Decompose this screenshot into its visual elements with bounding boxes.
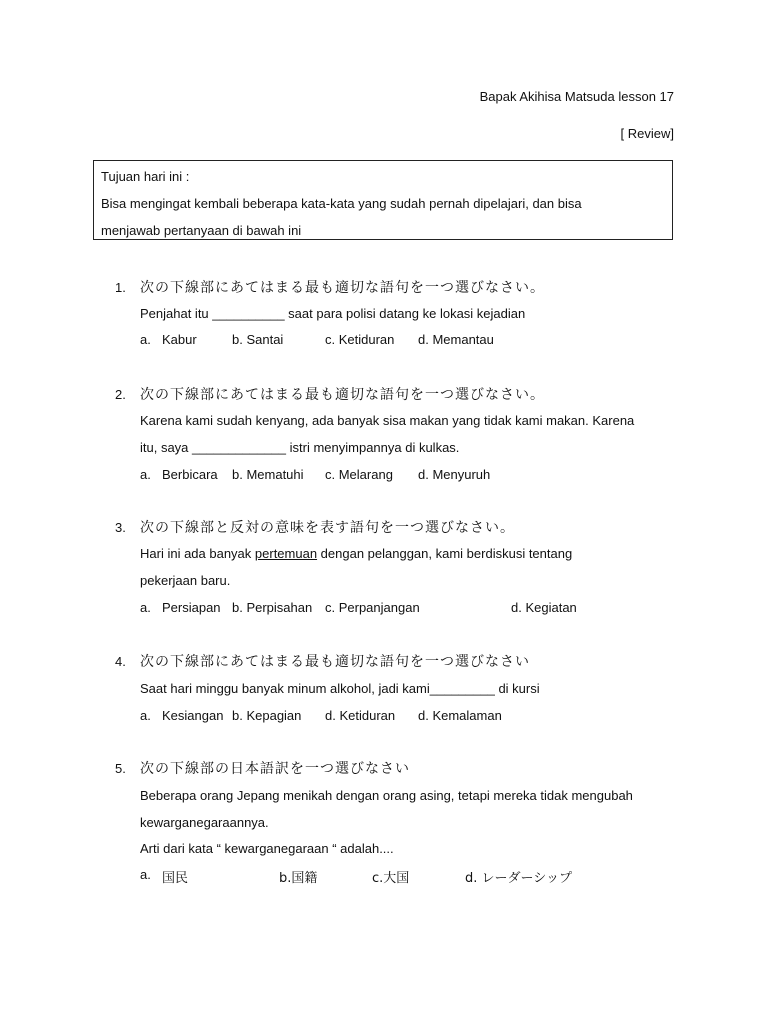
option-b: b. Mematuhi: [232, 467, 304, 482]
question-number: 2.: [115, 387, 126, 402]
question-number: 5.: [115, 761, 126, 776]
option-marker: a.: [140, 600, 151, 615]
option-a: 国民: [162, 871, 189, 886]
option-c: d. Ketiduran: [325, 708, 396, 723]
question-number: 1.: [115, 280, 126, 295]
option-a: Persiapan: [162, 600, 221, 615]
question-instruction: 次の下線部にあてはまる最も適切な語句を一つ選びなさい。: [140, 280, 545, 296]
option-marker: a.: [140, 332, 151, 347]
goal-line-2: menjawab pertanyaan di bawah ini: [101, 223, 302, 238]
goal-box: [93, 160, 673, 240]
option-c: c. Perpanjangan: [325, 600, 420, 615]
goal-line-1: Bisa mengingat kembali beberapa kata-kata yang sudah pernah dipelajari, dan bisa: [101, 196, 582, 211]
question-text-line: Penjahat itu __________ saat para polisi datang ke lokasi kejadian: [140, 306, 526, 321]
option-a: Berbicara: [162, 467, 218, 482]
option-marker: a.: [140, 467, 151, 482]
question-text-line: pekerjaan baru.: [140, 573, 231, 588]
option-c: c. Melarang: [325, 467, 393, 482]
review-label: [ Review]: [620, 126, 674, 141]
option-c: c. Ketiduran: [325, 332, 395, 347]
question-text-line: Hari ini ada banyak pertemuan dengan pelanggan, kami berdiskusi tentang: [140, 546, 573, 561]
underlined-word: pertemuan: [254, 546, 318, 561]
question-text-line: Saat hari minggu banyak minum alkohol, jadi kami_________ di kursi: [140, 681, 540, 696]
question-instruction: 次の下線部の日本語訳を一つ選びなさい: [140, 761, 410, 777]
goal-label: Tujuan hari ini :: [101, 169, 190, 184]
question-number: 3.: [115, 520, 126, 535]
option-d: d. Memantau: [418, 332, 494, 347]
question-instruction: 次の下線部と反対の意味を表す語句を一つ選びなさい。: [140, 520, 515, 536]
question-instruction: 次の下線部にあてはまる最も適切な語句を一つ選びなさい: [140, 654, 530, 670]
option-d: d. Kegiatan: [511, 600, 577, 615]
option-d: d. Menyuruh: [418, 467, 491, 482]
question-number: 4.: [115, 654, 126, 669]
option-d: d. レーダーシップ: [465, 871, 572, 886]
question-instruction: 次の下線部にあてはまる最も適切な語句を一つ選びなさい。: [140, 387, 545, 403]
option-a: Kabur: [162, 332, 197, 347]
option-b: b. Perpisahan: [232, 600, 313, 615]
option-b: b. Santai: [232, 332, 284, 347]
option-marker: a.: [140, 708, 151, 723]
question-text-line: kewarganegaraannya.: [140, 815, 269, 830]
option-d: d. Kemalaman: [418, 708, 502, 723]
option-b: b.国籍: [279, 871, 318, 886]
question-text-line: Arti dari kata “ kewarganegaraan “ adalah....: [140, 841, 394, 856]
question-text-line: Karena kami sudah kenyang, ada banyak sisa makan yang tidak kami makan. Karena: [140, 413, 635, 428]
lesson-title: Bapak Akihisa Matsuda lesson 17: [479, 89, 674, 104]
option-marker: a.: [140, 867, 151, 882]
question-text-line: Beberapa orang Jepang menikah dengan orang asing, tetapi mereka tidak mengubah: [140, 788, 633, 803]
option-c: c.大国: [372, 871, 410, 886]
option-b: b. Kepagian: [232, 708, 302, 723]
question-text-line: itu, saya _____________ istri menyimpannya di kulkas.: [140, 440, 460, 455]
option-a: Kesiangan: [162, 708, 224, 723]
